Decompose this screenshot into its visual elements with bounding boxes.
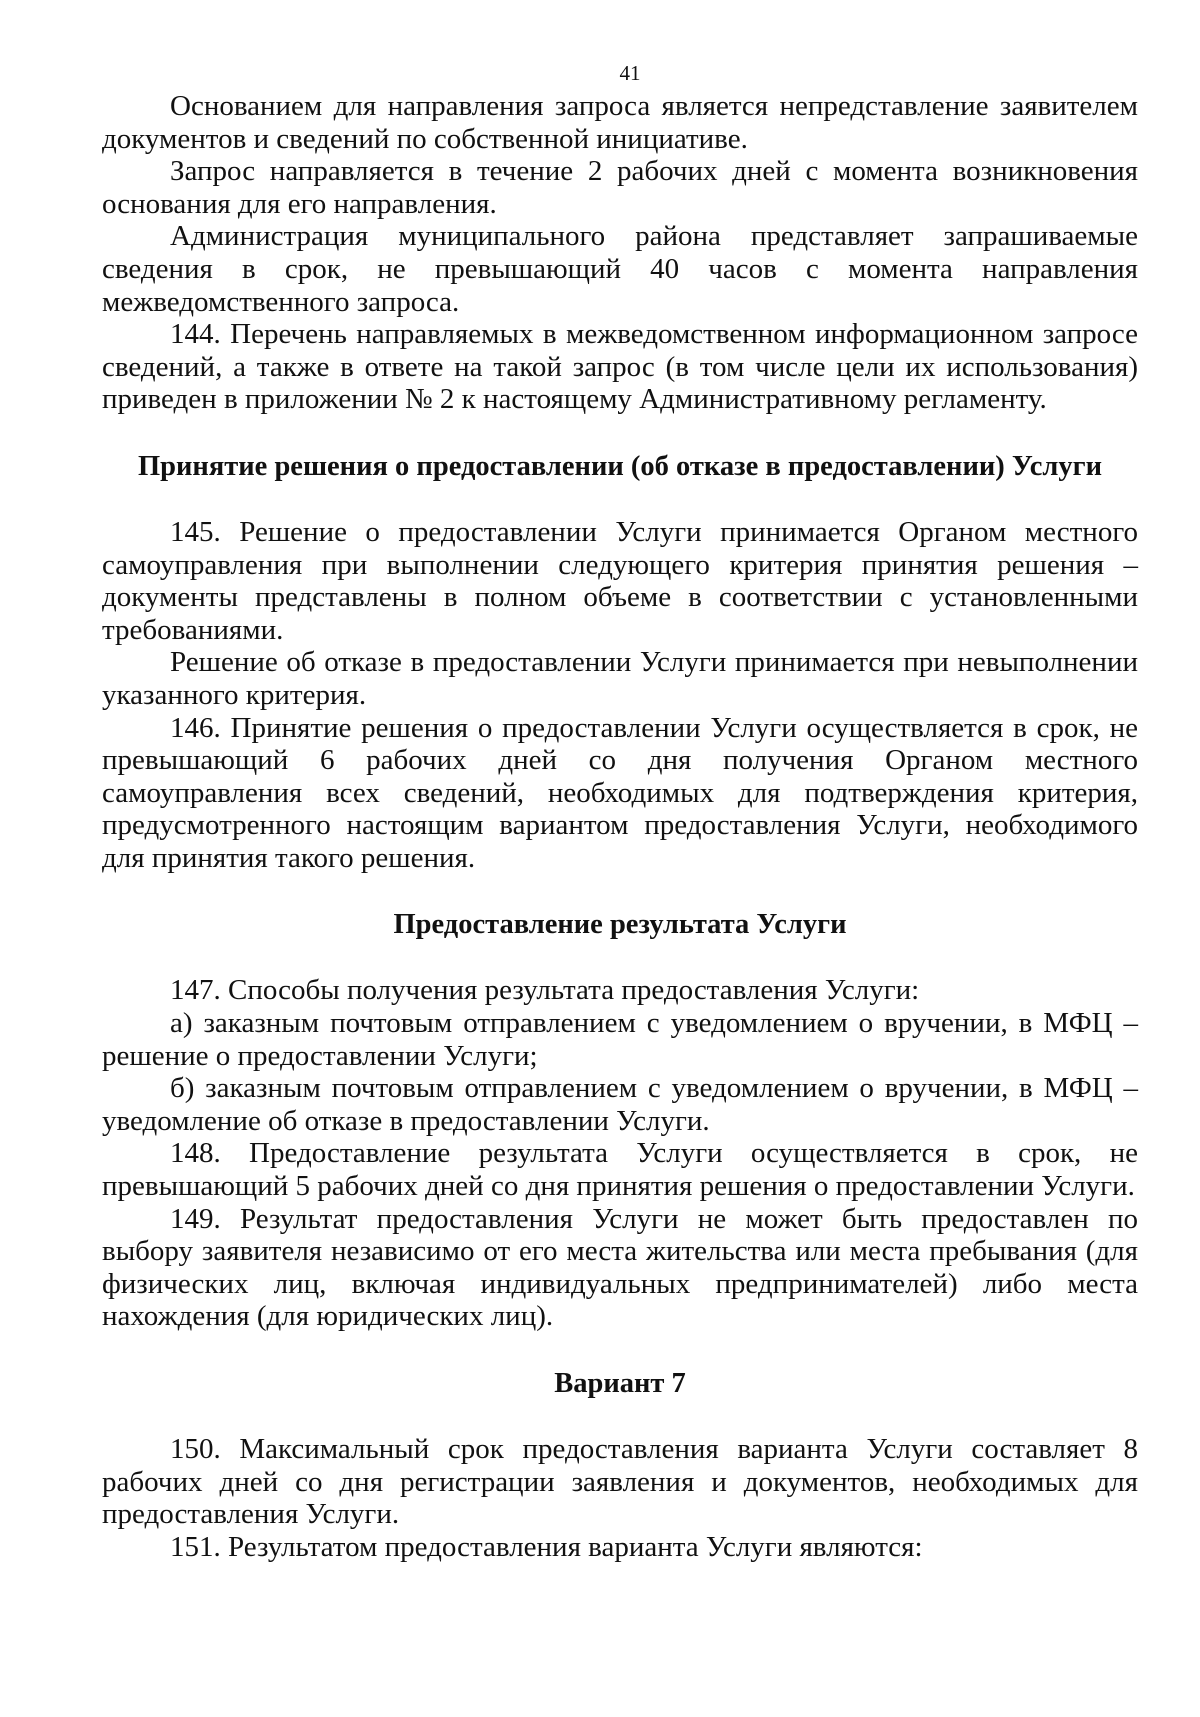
paragraph-147: 147. Способы получения результата предоставления Услуги: <box>170 974 920 1007</box>
paragraph-149: 149. Результат предоставления Услуги не может быть предоставлен по выбору заявителя независимо от его места жительства или места пребывания (для физических лиц, включая индивидуальных предпринимателей) либо места нахождения (для юридических лиц). <box>102 1202 1138 1333</box>
section-heading-variant-7: Вариант 7 <box>554 1368 686 1399</box>
list-item-a: а) заказным почтовым отправлением с уведомлением о вручении, в МФЦ – решение о предоставлении Услуги; <box>102 1007 1138 1072</box>
paragraph-144: 144. Перечень направляемых в межведомственном информационном запросе сведений, а также в ответе на такой запрос (в том числе цели их использования) приведен в приложении № 2 к настоящему Административному регламенту. <box>102 318 1138 416</box>
spacer <box>102 874 1138 908</box>
spacer <box>102 484 1138 516</box>
spacer <box>102 416 1138 450</box>
paragraph-146: 146. Принятие решения о предоставлении Услуги осуществляется в срок, не превышающий 6 рабочих дней со дня получения Органом местного самоуправления всех сведений, необходимых для подтверждения критерия, предусмотренного настоящим вариантом предоставления Услуги, необходимого для принятия такого решения. <box>102 711 1138 874</box>
spacer <box>102 1401 1138 1433</box>
paragraph: Запрос направляется в течение 2 рабочих дней с момента возникновения основания для его направления. <box>102 155 1138 220</box>
paragraph-145: 145. Решение о предоставлении Услуги принимается Органом местного самоуправления при выполнении следующего критерия принятия решения – документы представлены в полном объеме в соответствии с установленными требованиями. <box>102 515 1138 646</box>
paragraph: Администрация муниципального района представляет запрашиваемые сведения в срок, не превышающий 40 часов с момента направления межведомственного запроса. <box>102 220 1138 318</box>
paragraph-151: 151. Результатом предоставления варианта Услуги являются: <box>170 1530 923 1563</box>
paragraph: Основанием для направления запроса является непредставление заявителем документов и сведений по собственной инициативе. <box>102 90 1138 155</box>
paragraph-148: 148. Предоставление результата Услуги осуществляется в срок, не превышающий 5 рабочих дней со дня принятия решения о предоставлении Услуги. <box>102 1137 1138 1203</box>
section-heading-result: Предоставление результата Услуги <box>393 909 847 941</box>
paragraph-150: 150. Максимальный срок предоставления варианта Услуги составляет 8 рабочих дней со дня регистрации заявления и документов, необходимых для предоставления Услуги. <box>102 1433 1138 1531</box>
document-content <box>102 60 1138 1563</box>
list-item-b: б) заказным почтовым отправлением с уведомлением о вручении, в МФЦ – уведомление об отказе в предоставлении Услуги. <box>102 1072 1138 1137</box>
spacer <box>102 942 1138 974</box>
spacer <box>102 1333 1138 1367</box>
section-heading-decision: Принятие решения о предоставлении (об отказе в предоставлении) Услуги <box>137 450 1102 482</box>
paragraph: Решение об отказе в предоставлении Услуги принимается при невыполнении указанного критерия. <box>102 646 1138 711</box>
page-number: 41 <box>619 61 641 85</box>
